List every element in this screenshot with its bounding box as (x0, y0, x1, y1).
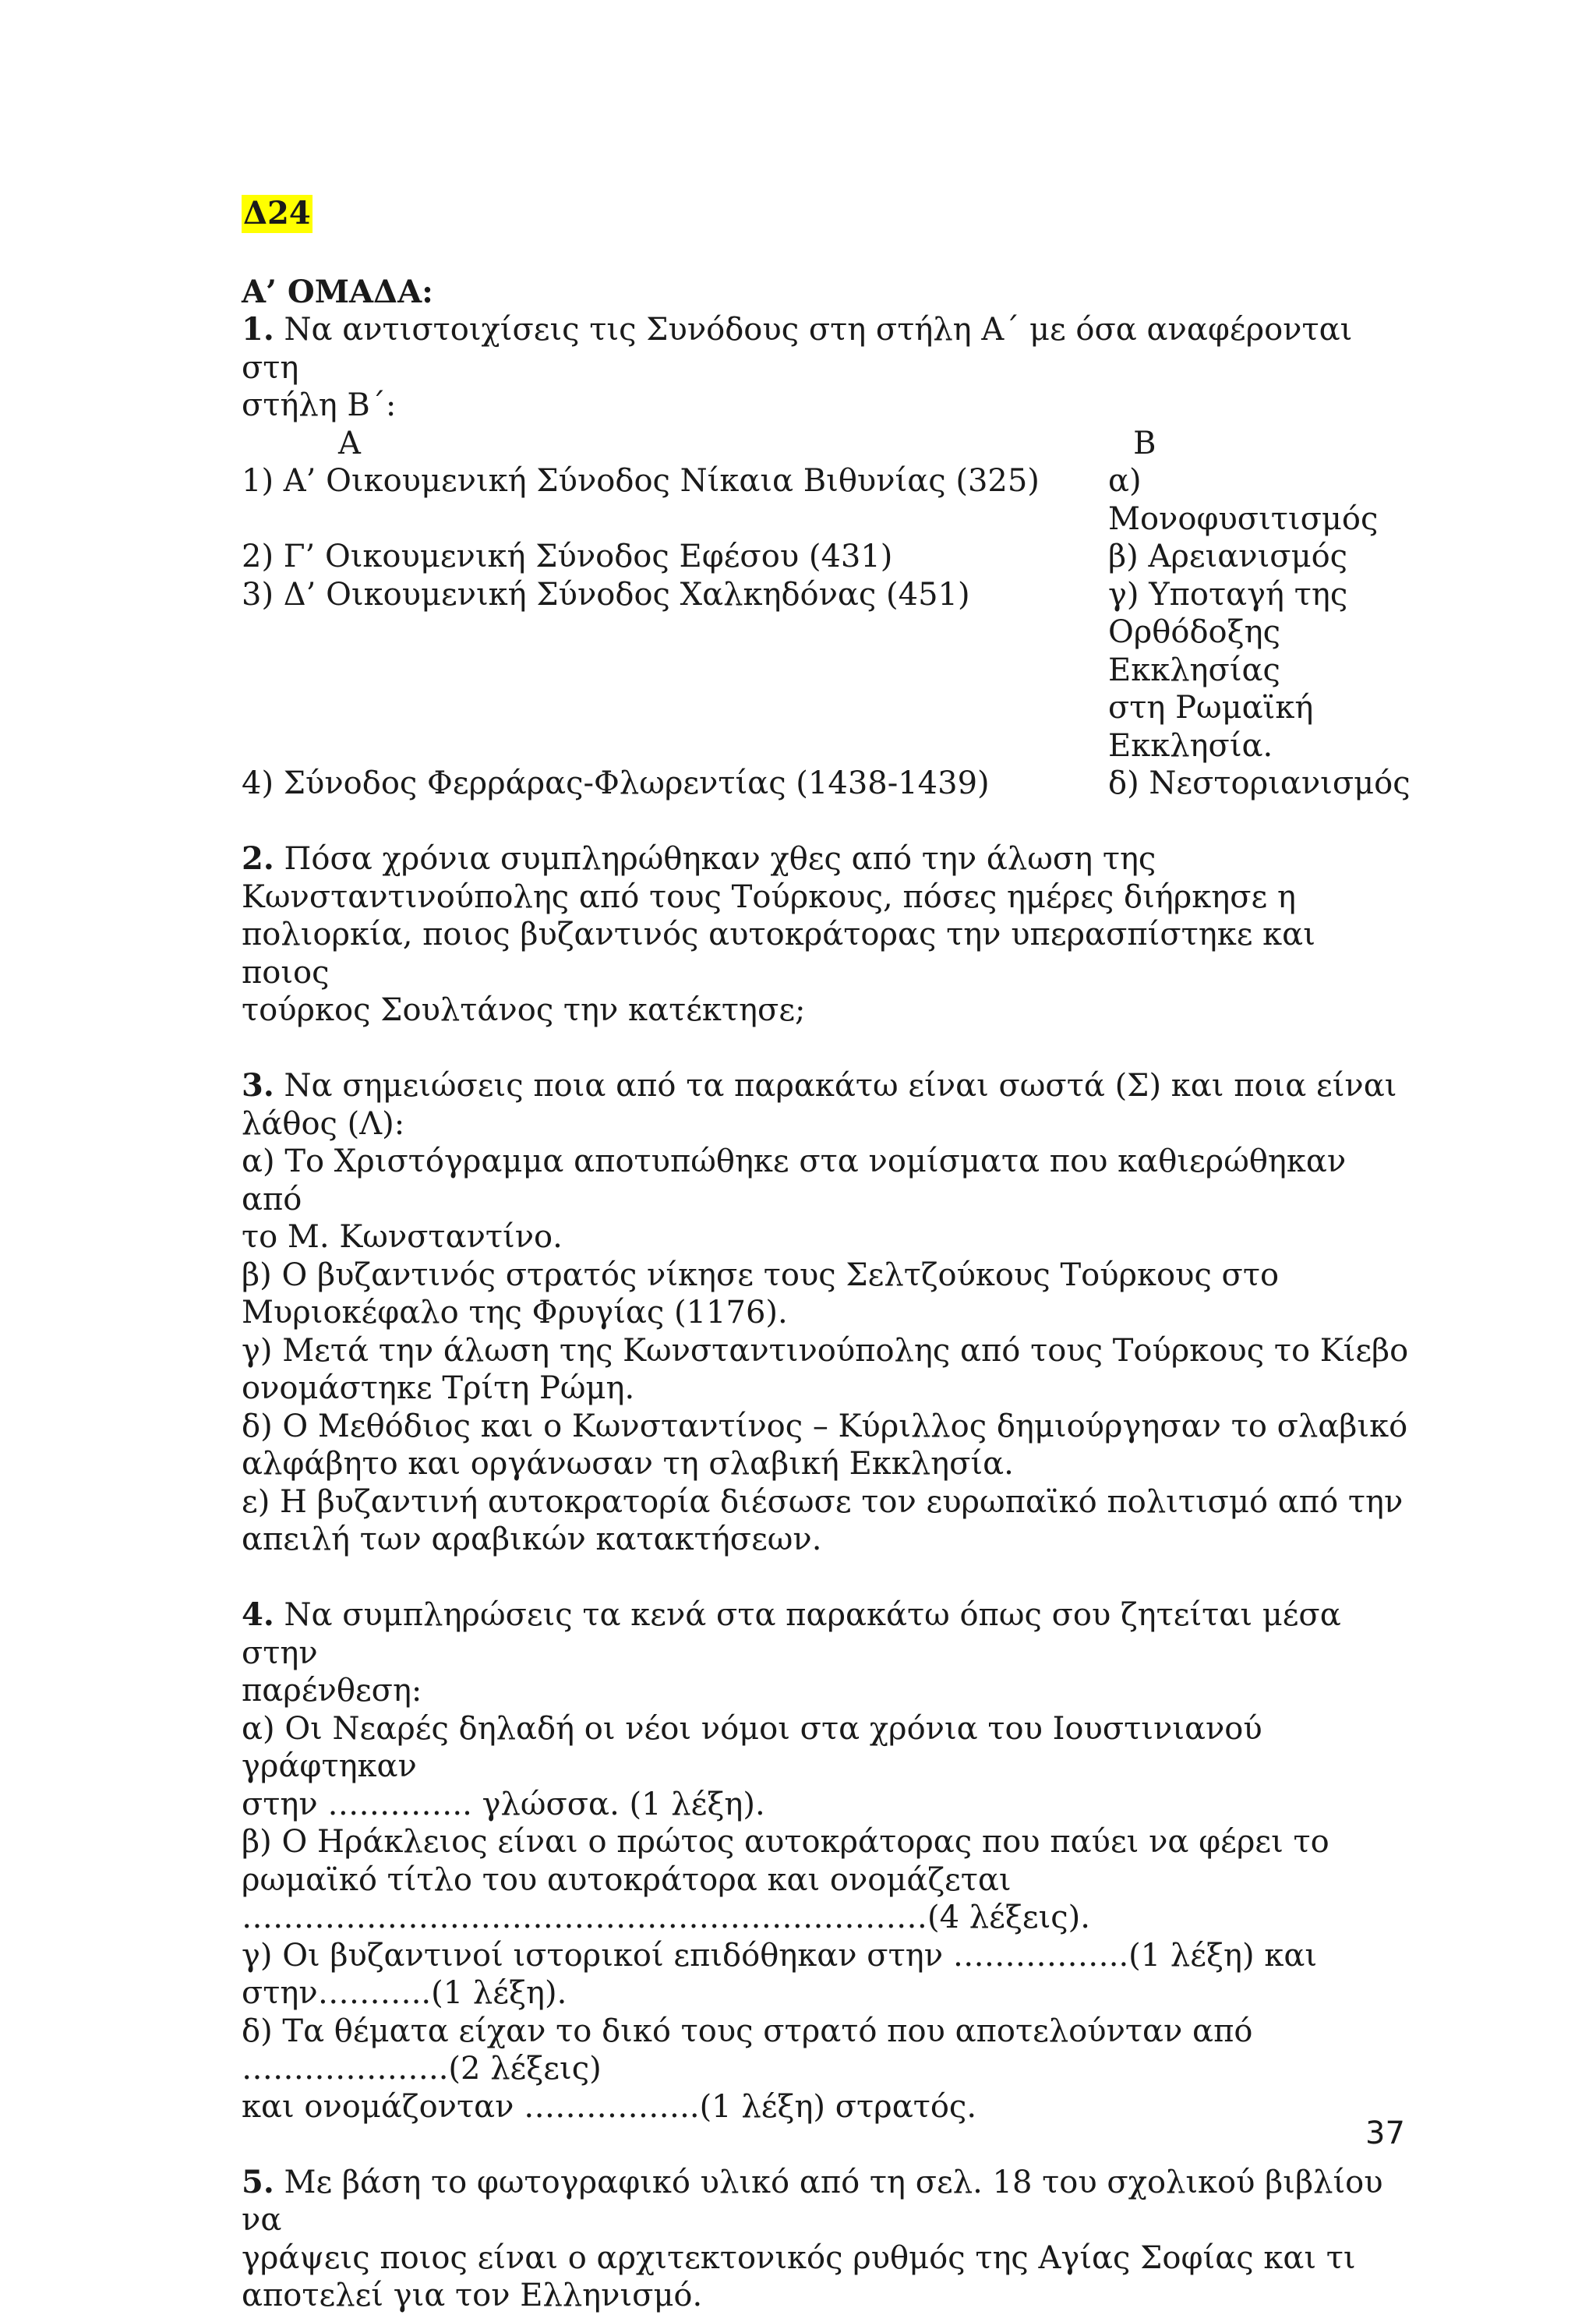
question-number: 5. (242, 2163, 274, 2200)
question-5-prompt (242, 2164, 1411, 2239)
column-a-item: 1) Α’ Οικουμενική Σύνοδος Νίκαια Βιθυνίας (325) (242, 463, 1040, 499)
question-text: γράψεις ποιος είναι ο αρχιτεκτονικός ρυθμός της Αγίας Σοφίας και τι (242, 2239, 1356, 2276)
question-number: 3. (242, 1067, 274, 1104)
question-text: Κωνσταντινούπολης από τους Τούρκους, πόσες ημέρες διήρκησε η (242, 878, 1296, 915)
question-text: Πόσα χρόνια συμπληρώθηκαν χθες από την άλωση της (274, 841, 1156, 877)
column-b-item: α) Μονοφυσιτισμός (1108, 463, 1379, 537)
matching-row (242, 462, 1411, 538)
statement-line: αλφάβητο και οργάνωσαν τη σλαβική Εκκλησία. (242, 1446, 1014, 1482)
question-3 (242, 1067, 1411, 1559)
question-1 (242, 311, 1411, 803)
question-text: Με βάση το φωτογραφικό υλικό από τη σελ. 18 του σχολικού βιβλίου να (242, 2164, 1383, 2238)
question-2 (242, 840, 1411, 1030)
column-b-item: β) Αρειανισμός (1108, 539, 1348, 574)
column-b-item: δ) Νεστοριανισμός (1108, 765, 1411, 801)
question-5 (242, 2164, 1411, 2315)
column-a-header: Α (338, 425, 361, 461)
matching-row (242, 765, 1411, 803)
question-text: Να σημειώσεις ποια από τα παρακάτω είναι σωστά (Σ) και ποια είναι (274, 1068, 1397, 1104)
statement-line: α) Το Χριστόγραμμα αποτυπώθηκε στα νομίσματα που καθιερώθηκαν από (242, 1143, 1347, 1218)
column-b-item-line: Εκκλησίας (1108, 652, 1280, 688)
statement-line: γ) Μετά την άλωση της Κωνσταντινούπολης από τους Τούρκους το Κίεβο (242, 1332, 1409, 1369)
column-b-item-line: Ορθόδοξης (1108, 614, 1281, 650)
document-body (242, 191, 1411, 2315)
column-b-item-line: στη Ρωμαϊκή (1108, 690, 1314, 726)
matching-header-row (242, 425, 1411, 463)
column-b-item (1108, 576, 1411, 765)
question-3-prompt (242, 1067, 1411, 1105)
fill-in-line: στην ………….. γλώσσα. (1 λέξη). (242, 1786, 765, 1822)
fill-in-line: και ονομάζονταν ……………..(1 λέξη) στρατός. (242, 2088, 977, 2125)
matching-row (242, 538, 1411, 576)
column-b-item-line: Εκκλησία. (1108, 727, 1273, 764)
question-4-prompt (242, 1596, 1411, 1672)
fill-in-line: στην………..(1 λέξη). (242, 1975, 567, 2011)
fill-in-line: ………………..(2 λέξεις) (242, 2051, 602, 2087)
matching-row (242, 576, 1411, 765)
question-number: 4. (242, 1596, 274, 1633)
question-text: λάθος (Λ): (242, 1105, 405, 1142)
question-text: Να συμπληρώσεις τα κενά στα παρακάτω όπως σου ζητείται μέσα στην (242, 1597, 1341, 1671)
group-heading: Α’ ΟΜΑΔΑ: (242, 273, 433, 310)
statement-line: Μυριοκέφαλο της Φρυγίας (1176). (242, 1295, 788, 1331)
fill-in-line: ρωμαϊκό τίτλο του αυτοκράτορα και ονομάζεται (242, 1861, 1012, 1898)
column-a-item: 3) Δ’ Οικουμενική Σύνοδος Χαλκηδόνας (451) (242, 576, 970, 613)
page-number: 37 (1365, 2115, 1405, 2151)
statement-line: απειλή των αραβικών κατακτήσεων. (242, 1522, 822, 1557)
statement-line: δ) Ο Μεθόδιος και ο Κωνσταντίνος – Κύριλλος δημιούργησαν το σλαβικό (242, 1408, 1408, 1444)
column-b-item-line: γ) Υποταγή της (1108, 576, 1348, 613)
question-text: παρένθεση: (242, 1673, 422, 1709)
question-2-prompt (242, 840, 1411, 878)
fill-in-line: …………………………………………………………(4 λέξεις). (242, 1900, 1091, 1935)
statement-line: ονομάστηκε Τρίτη Ρώμη. (242, 1370, 635, 1406)
fill-in-line: γ) Οι βυζαντινοί ιστορικοί επιδόθηκαν στην ……………..(1 λέξη) και (242, 1937, 1318, 1974)
question-text: τούρκος Σουλτάνος την κατέκτησε; (242, 992, 806, 1028)
statement-line: ε) Η βυζαντινή αυτοκρατορία διέσωσε τον ευρωπαϊκό πολιτισμό από την (242, 1483, 1404, 1520)
question-text: Να αντιστοιχίσεις τις Συνόδους στη στήλη Α΄ με όσα αναφέρονται στη (242, 312, 1353, 386)
question-number: 2. (242, 840, 274, 877)
question-number: 1. (242, 311, 274, 348)
statement-line: το Μ. Κωνσταντίνο. (242, 1219, 563, 1255)
statement-line: β) Ο βυζαντινός στρατός νίκησε τους Σελτζούκους Τούρκους στο (242, 1256, 1280, 1293)
question-text: στήλη Β΄: (242, 387, 397, 423)
worksheet-code-line (242, 191, 1411, 233)
question-text: πολιορκία, ποιος βυζαντινός αυτοκράτορας την υπερασπίστηκε και ποιος (242, 917, 1315, 991)
column-b-header: Β (1133, 425, 1156, 461)
column-a-item: 2) Γ’ Οικουμενική Σύνοδος Εφέσου (431) (242, 539, 893, 574)
question-4 (242, 1596, 1411, 2126)
question-1-prompt (242, 311, 1411, 387)
matching-table (242, 425, 1411, 803)
worksheet-code: Δ24 (243, 195, 311, 231)
fill-in-line: δ) Τα θέματα είχαν το δικό τους στρατό που αποτελούνταν από (242, 2013, 1253, 2049)
column-a-item: 4) Σύνοδος Φερράρας-Φλωρεντίας (1438-1439) (242, 765, 990, 801)
fill-in-line: β) Ο Ηράκλειος είναι ο πρώτος αυτοκράτορας που παύει να φέρει το (242, 1824, 1329, 1860)
question-text: αποτελεί για τον Ελληνισμό. (242, 2278, 703, 2313)
fill-in-line: α) Οι Νεαρές δηλαδή οι νέοι νόμοι στα χρόνια του Ιουστινιανού γράφτηκαν (242, 1710, 1262, 1784)
